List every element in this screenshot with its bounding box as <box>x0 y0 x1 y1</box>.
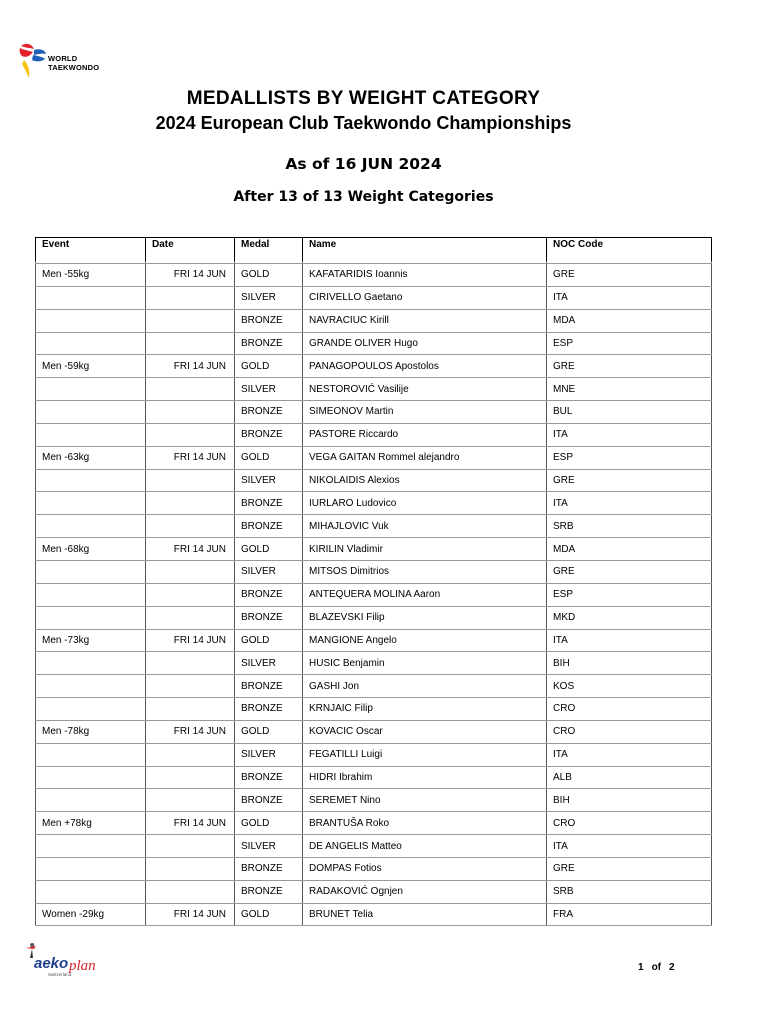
table-row <box>36 698 712 721</box>
cell-date <box>146 401 235 424</box>
cell-medal: SILVER <box>235 743 303 766</box>
cell-noc: ITA <box>547 743 712 766</box>
cell-event <box>36 332 146 355</box>
cell-medal: SILVER <box>235 469 303 492</box>
table-row <box>36 629 712 652</box>
cell-name: FEGATILLI Luigi <box>303 743 547 766</box>
cell-date <box>146 606 235 629</box>
cell-noc: KOS <box>547 675 712 698</box>
cell-event: Men +78kg <box>36 812 146 835</box>
cell-event: Men -73kg <box>36 629 146 652</box>
table-row <box>36 332 712 355</box>
cell-name: SEREMET Nino <box>303 789 547 812</box>
cell-medal: GOLD <box>235 720 303 743</box>
cell-date <box>146 469 235 492</box>
table-row <box>36 469 712 492</box>
cell-medal: BRONZE <box>235 423 303 446</box>
cell-event <box>36 515 146 538</box>
cell-event <box>36 857 146 880</box>
table-row <box>36 652 712 675</box>
table-row <box>36 903 712 926</box>
cell-date <box>146 515 235 538</box>
cell-name: KIRILIN Vladimir <box>303 538 547 561</box>
world-taekwondo-emblem-icon <box>18 40 50 84</box>
cell-date <box>146 880 235 903</box>
cell-date <box>146 698 235 721</box>
cell-medal: SILVER <box>235 286 303 309</box>
svg-text:plan: plan <box>69 958 96 974</box>
cell-event: Men -55kg <box>36 264 146 287</box>
cell-date <box>146 789 235 812</box>
cell-noc: ITA <box>547 492 712 515</box>
cell-date <box>146 332 235 355</box>
cell-date <box>146 423 235 446</box>
table-row <box>36 857 712 880</box>
cell-event <box>36 698 146 721</box>
cell-medal: SILVER <box>235 652 303 675</box>
cell-medal: GOLD <box>235 903 303 926</box>
cell-name: DE ANGELIS Matteo <box>303 835 547 858</box>
column-header-name: Name <box>303 238 547 262</box>
cell-noc: MKD <box>547 606 712 629</box>
cell-name: MIHAJLOVIC Vuk <box>303 515 547 538</box>
table-row <box>36 606 712 629</box>
cell-noc: FRA <box>547 903 712 926</box>
cell-noc: MDA <box>547 309 712 332</box>
cell-name: NESTOROVIĆ Vasilije <box>303 378 547 401</box>
table-row <box>36 675 712 698</box>
cell-name: MITSOS Dimitrios <box>303 560 547 583</box>
cell-medal: SILVER <box>235 560 303 583</box>
svg-text:aeko: aeko <box>34 955 69 972</box>
cell-name: BRUNET Telia <box>303 903 547 926</box>
cell-date <box>146 378 235 401</box>
table-row <box>36 789 712 812</box>
page-title: MEDALLISTS BY WEIGHT CATEGORY <box>186 88 541 109</box>
cell-name: BLAZEVSKI Filip <box>303 606 547 629</box>
cell-date <box>146 309 235 332</box>
cell-name: GASHI Jon <box>303 675 547 698</box>
cell-name: PASTORE Riccardo <box>303 423 547 446</box>
cell-noc: MNE <box>547 378 712 401</box>
cell-date: FRI 14 JUN <box>146 538 235 561</box>
categories-progress: After 13 of 13 Weight Categories <box>233 189 494 205</box>
cell-name: MANGIONE Angelo <box>303 629 547 652</box>
cell-date: FRI 14 JUN <box>146 446 235 469</box>
cell-event: Men -63kg <box>36 446 146 469</box>
cell-noc: GRE <box>547 560 712 583</box>
column-header-event: Event <box>36 238 146 262</box>
cell-noc: ITA <box>547 423 712 446</box>
cell-event <box>36 743 146 766</box>
cell-noc: GRE <box>547 857 712 880</box>
cell-event: Men -78kg <box>36 720 146 743</box>
page-subtitle: 2024 European Club Taekwondo Championships <box>155 113 572 133</box>
cell-name: PANAGOPOULOS Apostolos <box>303 355 547 378</box>
cell-name: VEGA GAITAN Rommel alejandro <box>303 446 547 469</box>
cell-noc: ITA <box>547 286 712 309</box>
cell-name: BRANTUŠA Roko <box>303 812 547 835</box>
table-body <box>36 261 712 926</box>
column-header-date: Date <box>146 238 235 262</box>
cell-medal: GOLD <box>235 629 303 652</box>
cell-name: IURLARO Ludovico <box>303 492 547 515</box>
cell-date <box>146 652 235 675</box>
taekoplan-logo-icon <box>22 940 117 980</box>
table-row <box>36 355 712 378</box>
cell-name: RADAKOVIĆ Ognjen <box>303 880 547 903</box>
table-row <box>36 766 712 789</box>
table-row <box>36 743 712 766</box>
cell-name: KOVACIC Oscar <box>303 720 547 743</box>
taekoplan-logo <box>22 940 117 980</box>
cell-date <box>146 835 235 858</box>
cell-event <box>36 652 146 675</box>
cell-name: DOMPAS Fotios <box>303 857 547 880</box>
cell-noc: SRB <box>547 880 712 903</box>
table-row <box>36 538 712 561</box>
cell-event <box>36 560 146 583</box>
table-row <box>36 401 712 424</box>
cell-date: FRI 14 JUN <box>146 720 235 743</box>
cell-date <box>146 583 235 606</box>
table-row <box>36 264 712 287</box>
cell-noc: ESP <box>547 446 712 469</box>
cell-noc: MDA <box>547 538 712 561</box>
cell-medal: BRONZE <box>235 766 303 789</box>
cell-name: KAFATARIDIS Ioannis <box>303 264 547 287</box>
cell-date <box>146 857 235 880</box>
cell-noc: BIH <box>547 789 712 812</box>
cell-noc: ITA <box>547 835 712 858</box>
cell-name: ANTEQUERA MOLINA Aaron <box>303 583 547 606</box>
cell-medal: BRONZE <box>235 698 303 721</box>
cell-date <box>146 492 235 515</box>
cell-date: FRI 14 JUN <box>146 355 235 378</box>
cell-medal: GOLD <box>235 446 303 469</box>
cell-noc: SRB <box>547 515 712 538</box>
cell-medal: GOLD <box>235 264 303 287</box>
cell-medal: GOLD <box>235 812 303 835</box>
cell-event <box>36 469 146 492</box>
cell-date: FRI 14 JUN <box>146 264 235 287</box>
table-row <box>36 309 712 332</box>
cell-date: FRI 14 JUN <box>146 812 235 835</box>
cell-noc: ALB <box>547 766 712 789</box>
medallists-table <box>35 237 712 926</box>
world-taekwondo-logo <box>18 40 118 84</box>
cell-event <box>36 286 146 309</box>
table-row <box>36 423 712 446</box>
cell-name: KRNJAIC Filip <box>303 698 547 721</box>
cell-medal: BRONZE <box>235 857 303 880</box>
cell-name: HUSIC Benjamin <box>303 652 547 675</box>
cell-noc: GRE <box>547 469 712 492</box>
table-header-row <box>36 238 712 262</box>
table-row <box>36 492 712 515</box>
page-total: 2 <box>669 962 675 973</box>
cell-date: FRI 14 JUN <box>146 629 235 652</box>
cell-noc: BUL <box>547 401 712 424</box>
cell-noc: ESP <box>547 583 712 606</box>
page-current: 1 <box>638 962 644 973</box>
table-row <box>36 378 712 401</box>
cell-event: Men -68kg <box>36 538 146 561</box>
cell-medal: GOLD <box>235 538 303 561</box>
cell-date: FRI 14 JUN <box>146 903 235 926</box>
cell-event <box>36 492 146 515</box>
as-of-date: As of 16 JUN 2024 <box>285 155 442 173</box>
cell-event: Men -59kg <box>36 355 146 378</box>
cell-medal: SILVER <box>235 835 303 858</box>
cell-noc: BIH <box>547 652 712 675</box>
cell-name: SIMEONOV Martin <box>303 401 547 424</box>
cell-name: NAVRACIUC Kirill <box>303 309 547 332</box>
table-row <box>36 446 712 469</box>
cell-noc: GRE <box>547 355 712 378</box>
cell-event <box>36 880 146 903</box>
cell-event <box>36 835 146 858</box>
cell-event <box>36 766 146 789</box>
table-row <box>36 515 712 538</box>
cell-name: HIDRI Ibrahim <box>303 766 547 789</box>
column-header-medal: Medal <box>235 238 303 262</box>
cell-date <box>146 286 235 309</box>
cell-noc: GRE <box>547 264 712 287</box>
cell-medal: BRONZE <box>235 515 303 538</box>
table-row <box>36 286 712 309</box>
cell-name: GRANDE OLIVER Hugo <box>303 332 547 355</box>
cell-date <box>146 675 235 698</box>
cell-event <box>36 309 146 332</box>
cell-noc: CRO <box>547 698 712 721</box>
cell-medal: BRONZE <box>235 789 303 812</box>
cell-event <box>36 675 146 698</box>
cell-event <box>36 423 146 446</box>
svg-text:Switzerland: Switzerland <box>48 972 72 977</box>
cell-event <box>36 789 146 812</box>
cell-medal: BRONZE <box>235 606 303 629</box>
cell-event <box>36 583 146 606</box>
cell-noc: ITA <box>547 629 712 652</box>
page-of: of <box>651 962 662 973</box>
cell-medal: BRONZE <box>235 880 303 903</box>
world-taekwondo-logo-text: WORLD TAEKWONDO <box>48 54 100 72</box>
table-row <box>36 880 712 903</box>
cell-medal: BRONZE <box>235 583 303 606</box>
cell-event <box>36 606 146 629</box>
cell-event: Women -29kg <box>36 903 146 926</box>
cell-medal: BRONZE <box>235 309 303 332</box>
cell-medal: SILVER <box>235 378 303 401</box>
table-row <box>36 560 712 583</box>
cell-medal: BRONZE <box>235 492 303 515</box>
table-row <box>36 583 712 606</box>
cell-noc: ESP <box>547 332 712 355</box>
table-row <box>36 720 712 743</box>
cell-medal: BRONZE <box>235 332 303 355</box>
table-row <box>36 812 712 835</box>
cell-noc: CRO <box>547 720 712 743</box>
cell-event <box>36 378 146 401</box>
cell-medal: GOLD <box>235 355 303 378</box>
column-header-noc-code: NOC Code <box>547 238 712 262</box>
cell-name: CIRIVELLO Gaetano <box>303 286 547 309</box>
page-indicator <box>638 962 683 973</box>
cell-noc: CRO <box>547 812 712 835</box>
cell-event <box>36 401 146 424</box>
cell-medal: BRONZE <box>235 401 303 424</box>
cell-name: NIKOLAIDIS Alexios <box>303 469 547 492</box>
cell-date <box>146 766 235 789</box>
cell-medal: BRONZE <box>235 675 303 698</box>
table-row <box>36 835 712 858</box>
cell-date <box>146 743 235 766</box>
cell-date <box>146 560 235 583</box>
